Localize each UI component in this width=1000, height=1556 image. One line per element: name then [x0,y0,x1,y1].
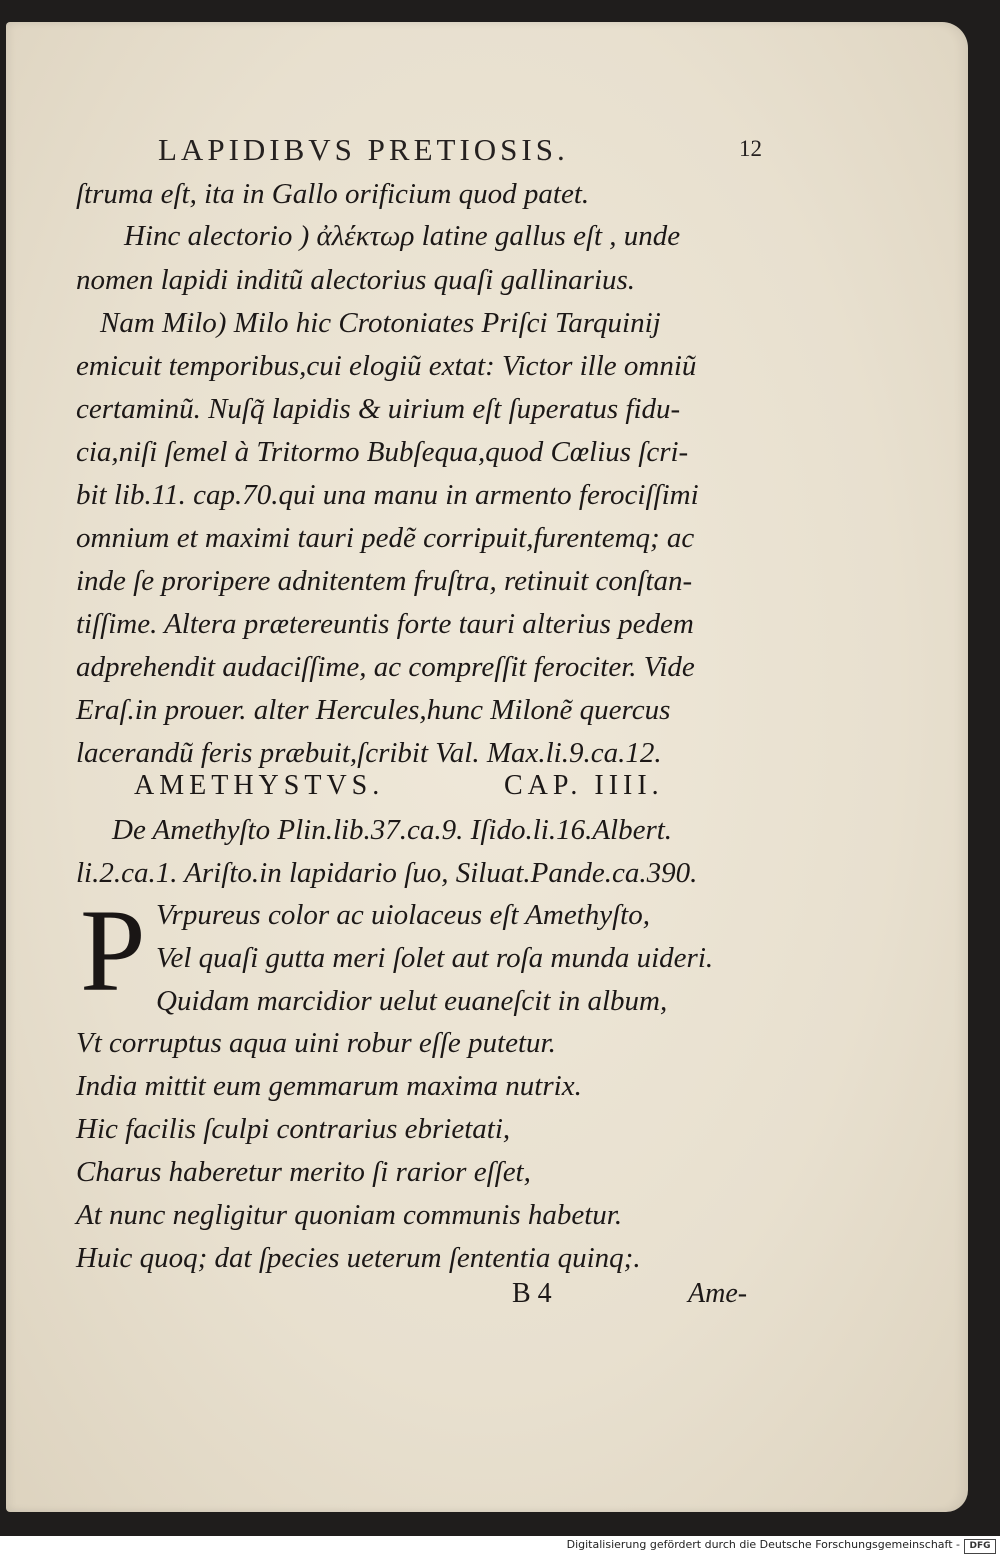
text-line: Eraſ.in prouer. alter Hercules,hunc Milonẽ quercus [76,694,671,726]
text-line: lacerandũ feris præbuit,ſcribit Val. Max.li.9.ca.12. [76,737,662,769]
poem-line: India mittit eum gemmarum maxima nutrix. [76,1070,582,1102]
digitization-footer [0,1536,1000,1556]
poem-line: Charus haberetur merito ſi rarior eſſet, [76,1156,531,1188]
text-line: emicuit temporibus,cui elogiũ extat: Victor ille omniũ [76,350,697,382]
text-line: cia,niſi ſemel à Tritormo Bubſequa,quod Cœlius ſcri- [76,436,689,468]
text-line: Hinc alectorio ) ἀλέκτωρ latine gallus eſt , unde [124,220,681,252]
poem-line: Vel quaſi gutta meri ſolet aut roſa munda uideri. [156,942,714,974]
running-header [158,132,762,172]
poem-line: At nunc negligitur quoniam communis habetur. [76,1199,623,1231]
text-line: nomen lapidi inditũ alectorius quaſi gallinarius. [76,264,636,296]
section-heading [134,770,744,802]
reference-line: De Amethyſto Plin.lib.37.ca.9. Iſido.li.16.Albert. [112,814,673,846]
text-line: bit lib.11. cap.70.qui una manu in armento ferociſſimi [76,479,699,511]
running-title: LAPIDIBVS PRETIOSIS. [158,132,569,167]
reference-line: li.2.ca.1. Ariſto.in lapidario ſuo, Siluat.Pande.ca.390. [76,857,698,889]
poem-line: Vrpureus color ac uiolaceus eſt Amethyſto, [156,899,650,931]
dfg-logo-icon: DFG [964,1539,996,1554]
drop-cap: P [80,885,146,1016]
section-title: AMETHYSTVS. [134,770,385,801]
text-line: omnium et maximi tauri pedẽ corripuit,furentemq; ac [76,522,695,554]
poem-line: Hic facilis ſculpi contrarius ebrietati, [76,1113,511,1145]
text-line: inde ſe proripere adnitentem fruſtra, retinuit conſtan- [76,565,693,597]
text-line: certaminũ. Nuſq̃ lapidis & uirium eſt ſuperatus fidu- [76,393,681,425]
catchword: Ame- [688,1278,748,1309]
folio-number: 12 [739,136,762,161]
text-line: Nam Milo) Milo hic Crotoniates Priſci Tarquinij [100,307,661,339]
poem-line: Vt corruptus aqua uini robur eſſe putetur. [76,1027,556,1059]
signature-mark: B 4 [512,1278,552,1309]
chapter-number: CAP. IIII. [504,770,664,801]
text-line: adprehendit audaciſſime, ac compreſſit ferociter. Vide [76,651,695,683]
text-line: ſtruma eſt, ita in Gallo orificium quod patet. [76,178,590,210]
text-line: tiſſime. Altera prætereuntis forte tauri alterius pedem [76,608,694,640]
poem-line: Huic quoq; dat ſpecies ueterum ſententia quinq;. [76,1242,641,1274]
poem-line: Quidam marcidior uelut euaneſcit in album, [156,985,668,1017]
funding-credit: Digitalisierung gefördert durch die Deutsche Forschungsgemeinschaft - [566,1538,960,1551]
